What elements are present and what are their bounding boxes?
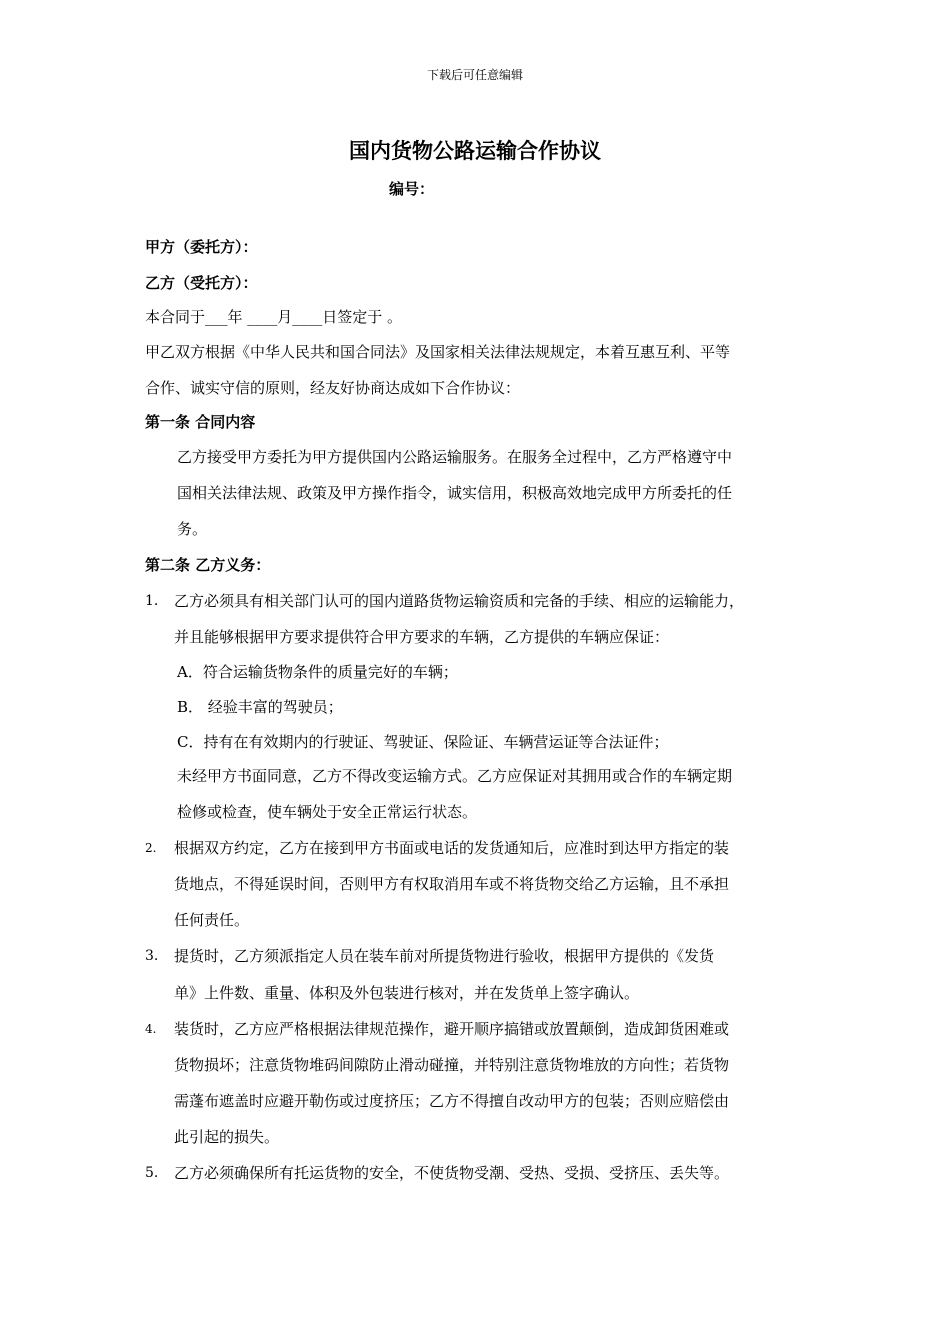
article-1-line: 务。 xyxy=(177,520,208,538)
item-5-number: 5. xyxy=(145,1165,159,1181)
item-4-number: 4. xyxy=(145,1022,157,1036)
header-note: 下载后可任意编辑 xyxy=(426,68,523,82)
preamble-line: 甲乙双方根据《中华人民共和国合同法》及国家相关法律法规规定，本着互惠互利、平等 xyxy=(145,343,731,361)
item-3-number: 3. xyxy=(145,948,159,964)
article-1-heading: 第一条 合同内容 xyxy=(145,413,256,431)
item-4-line: 装货时，乙方应严格根据法律规范操作，避开顺序搞错或放置颠倒，造成卸货困难或 xyxy=(174,1020,730,1038)
item-1-line: 乙方必须具有相关部门认可的国内道路货物运输资质和完备的手续、相应的运输能力， xyxy=(174,592,745,610)
item-2-number: 2. xyxy=(145,841,157,855)
item-4-line: 货物损坏；注意货物堆码间隙防止滑动碰撞，并特别注意货物堆放的方向性；若货物 xyxy=(174,1056,730,1074)
item-5-line: 乙方必须确保所有托运货物的安全，不使货物受潮、受热、受损、受挤压、丢失等。 xyxy=(174,1164,730,1182)
signing-line: 本合同于___年 ____月____日签定于 。 xyxy=(145,308,403,326)
item-2-line: 货地点，不得延误时间，否则甲方有权取消用车或不将货物交给乙方运输，且不承担 xyxy=(174,875,730,893)
document-title: 国内货物公路运输合作协议 xyxy=(349,138,601,163)
item-3-line: 单》上件数、重量、体积及外包装进行核对，并在发货单上签字确认。 xyxy=(174,984,640,1002)
item-1-line: 并且能够根据甲方要求提供符合甲方要求的车辆，乙方提供的车辆应保证： xyxy=(174,628,670,646)
item-1-extra-line: 检修或检查，使车辆处于安全正常运行状态。 xyxy=(177,803,478,821)
preamble-line: 合作、诚实守信的原则，经友好协商达成如下合作协议： xyxy=(145,379,521,397)
item-1-number: 1. xyxy=(145,593,159,609)
item-1-subitem-b: B． 经验丰富的驾驶员； xyxy=(177,698,343,716)
item-2-line: 任何责任。 xyxy=(174,911,250,929)
document-number-label: 编号： xyxy=(389,180,435,198)
item-3-line: 提货时，乙方须派指定人员在装车前对所提货物进行验收，根据甲方提供的《发货 xyxy=(174,947,715,965)
item-4-line: 此引起的损失。 xyxy=(174,1128,280,1146)
item-1-extra-line: 未经甲方书面同意，乙方不得改变运输方式。乙方应保证对其拥用或合作的车辆定期 xyxy=(177,767,733,785)
item-1-subitem-a: A．符合运输货物条件的质量完好的车辆； xyxy=(177,663,458,681)
article-1-line: 乙方接受甲方委托为甲方提供国内公路运输服务。在服务全过程中，乙方严格遵守中 xyxy=(177,448,733,466)
article-1-line: 国相关法律法规、政策及甲方操作指令，诚实信用，积极高效地完成甲方所委托的任 xyxy=(177,484,733,502)
item-2-line: 根据双方约定，乙方在接到甲方书面或电话的发货通知后，应准时到达甲方指定的装 xyxy=(174,839,730,857)
article-2-heading: 第二条 乙方义务： xyxy=(145,556,271,574)
item-4-line: 需蓬布遮盖时应避开勒伤或过度挤压；乙方不得擅自改动甲方的包装；否则应赔偿由 xyxy=(174,1092,730,1110)
item-1-subitem-c: C．持有在有效期内的行驶证、驾驶证、保险证、车辆营运证等合法证件； xyxy=(177,733,669,751)
party-b-line: 乙方（受托方）： xyxy=(145,274,258,292)
party-a-line: 甲方（委托方）： xyxy=(145,238,258,256)
